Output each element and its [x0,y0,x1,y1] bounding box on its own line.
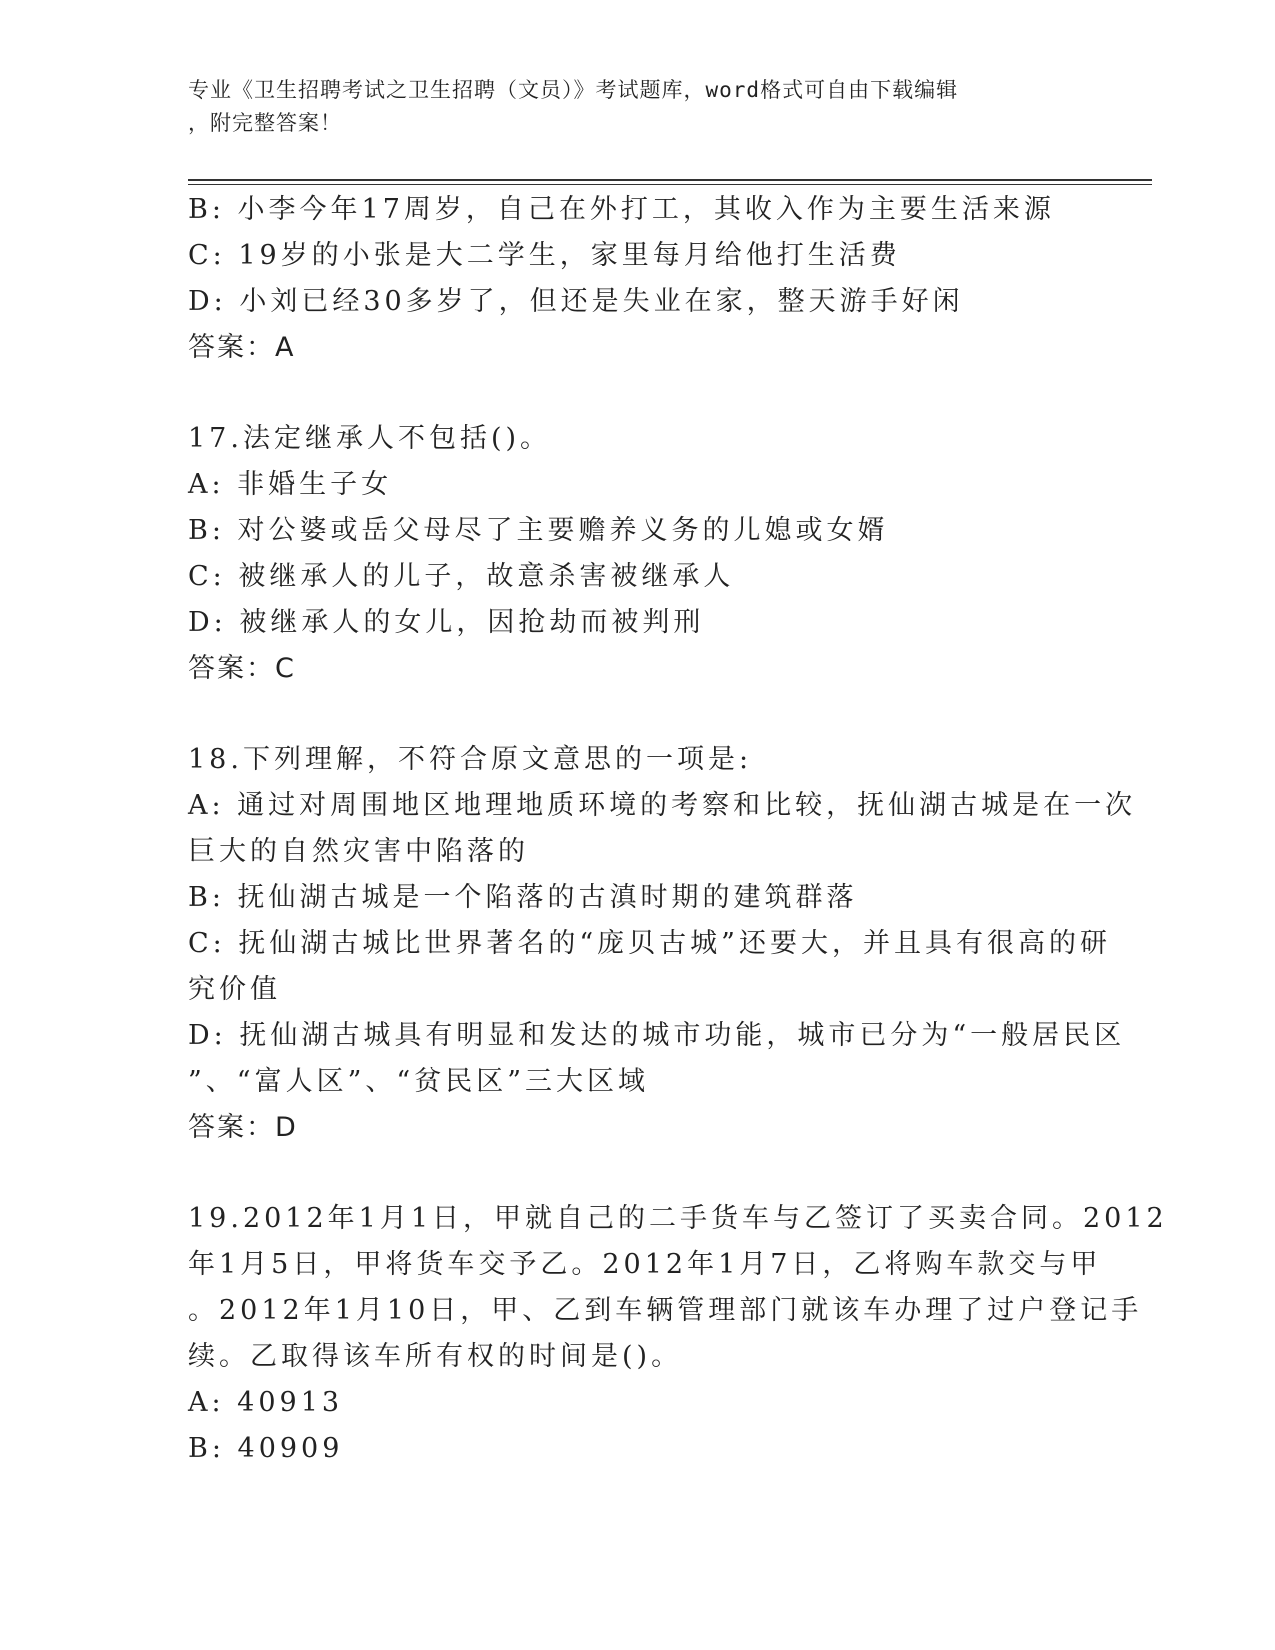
option-d-line-1: D: 抚仙湖古城具有明显和发达的城市功能，城市已分为“一般居民区 [188,1020,1126,1051]
option-b: B: 小李今年17周岁，自己在外打工，其收入作为主要生活来源 [188,194,1055,225]
option-c-line-1: C: 抚仙湖古城比世界著名的“庞贝古城”还要大，并且具有很高的研 [188,928,1111,959]
question-17 [188,416,1088,692]
option-d-line-2: ”、“富人区”、“贫民区”三大区域 [188,1066,650,1097]
option-b: B: 抚仙湖古城是一个陷落的古滇时期的建筑群落 [188,882,858,913]
header-line-1: 专业《卫生招聘考试之卫生招聘（文员）》考试题库，word格式可自由下载编辑 [188,78,959,102]
option-c: C: 19岁的小张是大二学生，家里每月给他打生活费 [188,240,901,271]
option-d: D: 被继承人的女儿，因抢劫而被判刑 [188,607,705,638]
question-stem-line-4: 续。乙取得该车所有权的时间是()。 [188,1341,683,1372]
option-b: B: 40909 [188,1433,344,1464]
header-divider-top [188,179,1152,181]
answer: 答案：A [188,332,296,363]
answer: 答案：D [188,1112,298,1143]
option-a-line-2: 巨大的自然灾害中陷落的 [188,836,529,867]
question-content [188,187,1168,1472]
question-16 [188,187,1088,371]
document-header [188,74,1088,140]
option-c: C: 被继承人的儿子，故意杀害被继承人 [188,561,735,592]
question-19 [188,1196,1168,1472]
question-stem-line-2: 年1月5日，甲将货车交予乙。2012年1月7日，乙将购车款交与甲 [188,1249,1102,1280]
option-b: B: 对公婆或岳父母尽了主要赡养义务的儿媳或女婿 [188,515,889,546]
header-divider-bottom [188,184,1152,185]
option-a-line-1: A: 通过对周围地区地理地质环境的考察和比较，抚仙湖古城是在一次 [188,790,1137,821]
question-18 [188,737,1137,1151]
question-stem-line-3: 。2012年1月10日，甲、乙到车辆管理部门就该车办理了过户登记手 [188,1295,1143,1326]
option-d: D: 小刘已经30多岁了，但还是失业在家，整天游手好闲 [188,286,964,317]
option-a: A: 40913 [188,1387,344,1418]
question-stem-line-1: 19.2012年1月1日，甲就自己的二手货车与乙签订了买卖合同。2012 [188,1203,1168,1234]
option-a: A: 非婚生子女 [188,469,393,500]
question-stem: 18.下列理解，不符合原文意思的一项是: [188,744,753,775]
option-c-line-2: 究价值 [188,974,281,1005]
header-line-2: ，附完整答案！ [188,111,342,135]
answer: 答案：C [188,653,296,684]
question-stem: 17.法定继承人不包括()。 [188,423,552,454]
